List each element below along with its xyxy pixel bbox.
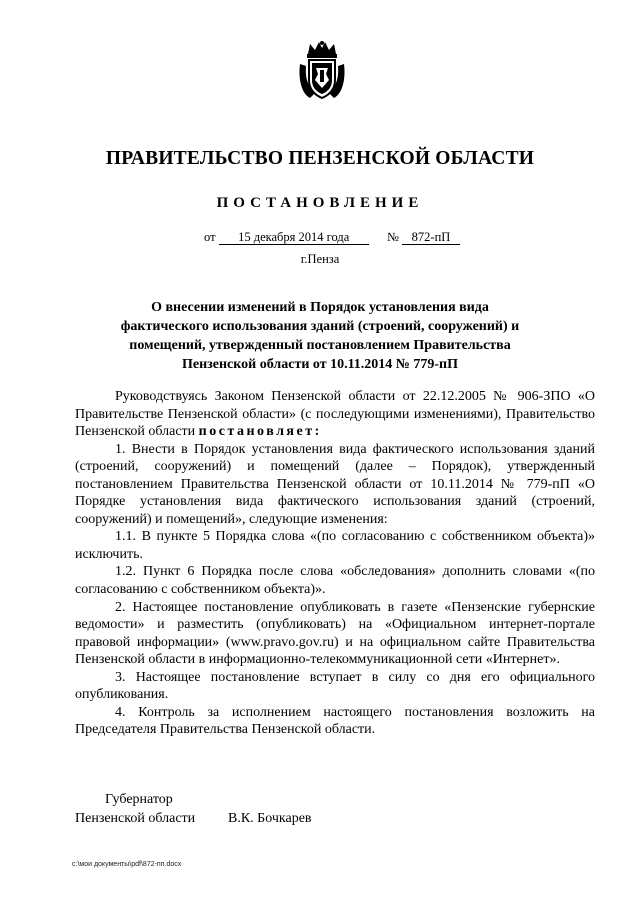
paragraph-1: 1. Внести в Порядок установления вида фактического использования зданий (строений, сооружений) и помещений (далее – Порядок), утвержденный постановлением Правительства Пензенской области от 10.11.2014 № 779-пП «О Порядке установления вида фактического использования зданий (строений, сооружений) и помещений», следующие изменения: [75,441,595,527]
government-title: ПРАВИТЕЛЬСТВО ПЕНЗЕНСКОЙ ОБЛАСТИ [105,148,535,169]
heading-line: помещений, утвержденный постановлением Правительства [129,338,511,353]
document-heading [110,298,530,374]
paragraph-2: 2. Настоящее постановление опубликовать в газете «Пензенские губернские ведомости» и разместить (опубликовать) на «Официальном интернет-портале правовой информации» (www.pravo.gov.ru) и на официальном сайте Правительства Пензенской области в информационно-телекоммуникационной сети «Интернет». [75,599,595,668]
paragraph-4: 4. Контроль за исполнением настоящего постановления возложить на Председателя Правительства Пензенской области. [75,704,595,738]
heading-line: Пензенской области от 10.11.2014 № 779-пП [181,357,458,372]
preamble-emphasis: постановляет: [198,424,322,440]
heading-line: О внесении изменений в Порядок установления вида [151,300,489,315]
heading-line: фактического использования зданий (строений, сооружений) и [120,319,520,334]
paragraph-3: 3. Настоящее постановление вступает в силу со дня его официального опубликования. [75,669,595,703]
paragraph-1-1: 1.1. В пункте 5 Порядка слова «(по согласованию с собственником объекта)» исключить. [75,529,595,562]
file-path-footer: c:\мои документы\pdf\872-пп.docx [72,861,182,868]
paragraph-1-2: 1.2. Пункт 6 Порядка после слова «обследования» дополнить словами «(по согласованию с собственником объекта)». [75,564,595,598]
signatory-position-line2: Пензенской области [75,811,196,826]
date-prefix: от [204,230,216,244]
number-prefix: № [386,230,399,244]
preamble-text: Руководствуясь Законом Пензенской области от 22.12.2005 № 906-ЗПО «О Правительстве Пензенской области» (с последующими изменениями), Правительство Пензенской области [75,389,595,440]
document-number: 872-пП [402,230,460,245]
document-date: 15 декабря 2014 года [219,230,369,245]
city-name: г.Пенза [300,252,340,266]
coat-of-arms-emblem [296,40,348,102]
signatory-name: В.К. Бочкарев [228,811,312,826]
signatory-position-line1: Губернатор [105,792,173,807]
document-type-title: ПОСТАНОВЛЕНИЕ [216,195,424,211]
date-number-line [204,230,460,245]
document-body [75,388,595,739]
preamble-paragraph [75,388,595,441]
